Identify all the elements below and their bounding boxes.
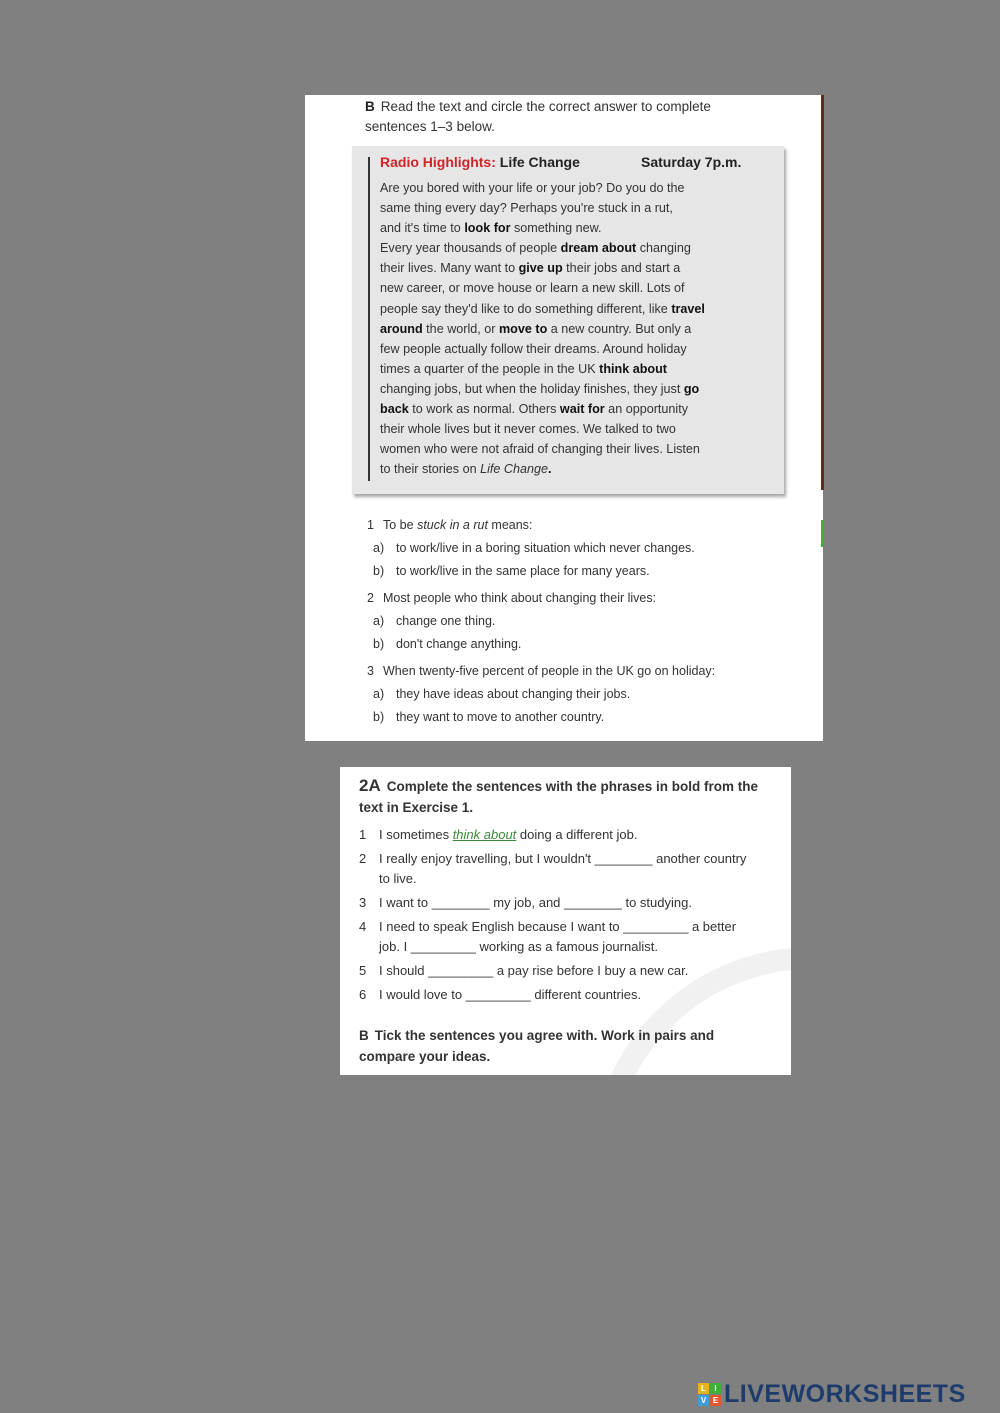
answer-option[interactable]: b) to work/live in the same place for many years.: [373, 564, 650, 578]
gap-fill-sentence[interactable]: 4 I need to speak English because I want to _________ a better job. I _________ working as a famous journalist.: [359, 919, 737, 954]
logo-letter: L: [698, 1383, 709, 1394]
passage-line: and it's time to look for something new.: [380, 221, 602, 236]
liveworksheets-logo[interactable]: [698, 1380, 966, 1408]
answer-option[interactable]: a) to work/live in a boring situation which never changes.: [373, 541, 695, 555]
radio-time: Saturday 7p.m.: [641, 154, 742, 170]
logo-icon: [698, 1383, 721, 1406]
passage-line: their lives. Many want to give up their jobs and start a: [380, 261, 681, 276]
example-answer: think about: [452, 827, 517, 842]
passage-line: Are you bored with your life or your job? Do you do the: [380, 181, 685, 195]
passage-line: new career, or move house or learn a new skill. Lots of: [380, 281, 685, 296]
exercise-2a-heading: [359, 775, 791, 818]
heading-line-1: Complete the sentences with the phrases in bold from the: [386, 779, 759, 794]
gap-fill-sentence[interactable]: 1 I sometimes think about doing a different job.: [359, 827, 638, 842]
exercise-1-heading: [365, 97, 785, 137]
gap-fill-sentence[interactable]: 2 I really enjoy travelling, but I wouldn't ________ another country to live.: [359, 851, 747, 886]
quote-bar: [368, 157, 370, 481]
worksheet-exercise-1: [305, 95, 823, 741]
radio-title-red: Radio Highlights:: [380, 154, 496, 170]
question-stem: 2 Most people who think about changing their lives:: [367, 591, 657, 605]
comprehension-questions: [367, 514, 787, 729]
answer-option[interactable]: b) they want to move to another country.: [373, 710, 605, 724]
passage-line: times a quarter of the people in the UK think about: [380, 361, 667, 376]
passage-line: women who were not afraid of changing their lives. Listen: [380, 442, 700, 457]
page-marker: [821, 520, 824, 547]
exercise-number: 2A: [359, 776, 381, 795]
question-stem: 1 To be stuck in a rut means:: [367, 518, 533, 532]
gap-fill-sentence[interactable]: 3 I want to ________ my job, and ________ to studying.: [359, 895, 692, 910]
passage-line: same thing every day? Perhaps you're stuck in a rut,: [380, 201, 673, 216]
passage-line: back to work as normal. Others wait for an opportunity: [380, 402, 689, 417]
passage-line: to their stories on Life Change.: [380, 462, 552, 477]
answer-option[interactable]: a) they have ideas about changing their jobs.: [373, 687, 631, 701]
worksheet-exercise-2: [340, 767, 791, 1075]
logo-text: LIVEWORKSHEETS: [724, 1379, 966, 1408]
part-b-line-1: Tick the sentences you agree with. Work in pairs and: [374, 1028, 715, 1043]
passage-line: Every year thousands of people dream about changing: [380, 241, 691, 256]
reading-passage: [380, 178, 772, 479]
exercise-letter: B: [365, 99, 375, 114]
exercise-2b-instructions: [359, 1025, 779, 1067]
radio-highlights-box: [352, 146, 784, 494]
passage-line: few people actually follow their dreams. Around holiday: [380, 341, 687, 356]
answer-option[interactable]: a) change one thing.: [373, 614, 496, 628]
fill-in-sentences: [359, 825, 791, 1009]
answer-option[interactable]: b) don't change anything.: [373, 637, 522, 651]
part-b-line-2: compare your ideas.: [359, 1049, 491, 1064]
radio-title: [380, 154, 580, 170]
passage-line: around the world, or move to a new country. But only a: [380, 321, 692, 336]
gap-fill-sentence[interactable]: 6 I would love to _________ different countries.: [359, 987, 642, 1002]
logo-letter: I: [710, 1383, 721, 1394]
heading-line-1: Read the text and circle the correct answer to complete: [380, 99, 711, 114]
gap-fill-sentence[interactable]: 5 I should _________ a pay rise before I buy a new car.: [359, 963, 689, 978]
heading-line-2: text in Exercise 1.: [359, 800, 474, 815]
radio-title-show: Life Change: [495, 154, 580, 170]
question-stem: 3 When twenty-five percent of people in the UK go on holiday:: [367, 664, 716, 678]
passage-line: changing jobs, but when the holiday finishes, they just go: [380, 381, 700, 396]
logo-letter: V: [698, 1395, 709, 1406]
passage-line: people say they'd like to do something different, like travel: [380, 301, 705, 316]
heading-line-2: sentences 1–3 below.: [365, 119, 495, 134]
passage-line: their whole lives but it never comes. We talked to two: [380, 422, 676, 437]
part-b-letter: B: [359, 1028, 369, 1043]
logo-letter: E: [710, 1395, 721, 1406]
page-edge: [821, 95, 824, 490]
